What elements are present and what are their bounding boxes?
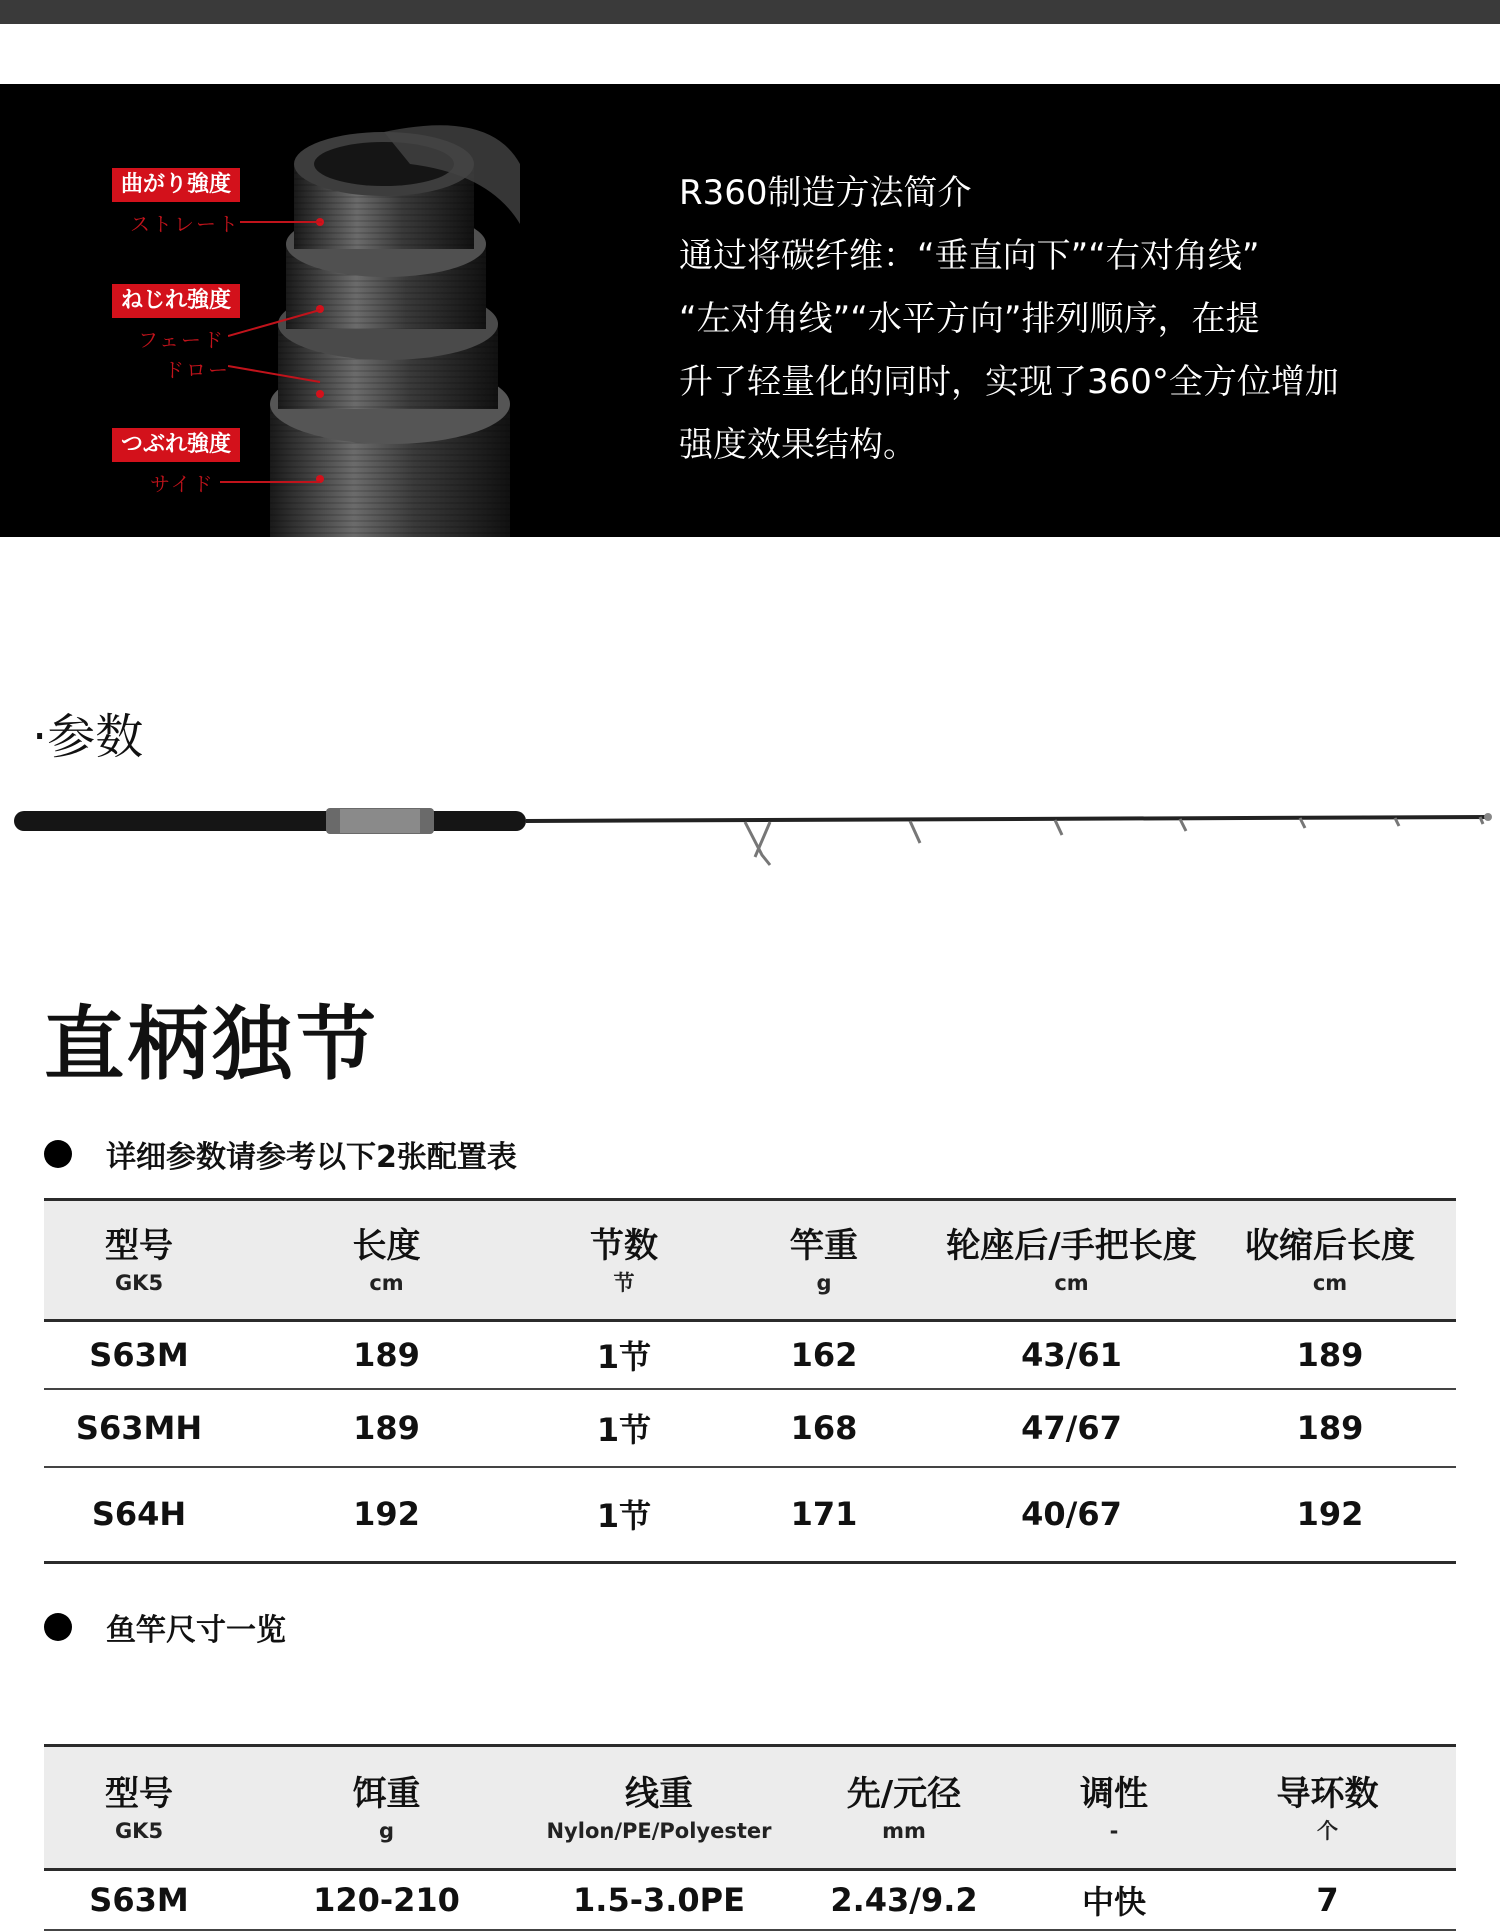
table2-header-line-weight: 线重 Nylon/PE/Polyester <box>539 1746 779 1870</box>
table1-header-handle: 轮座后/手把长度 cm <box>939 1200 1204 1321</box>
table2-header-action: 调性 - <box>1029 1746 1199 1870</box>
crush-strength-badge: つぶれ強度 <box>112 428 240 462</box>
table1-header-sections: 节数 节 <box>539 1200 709 1321</box>
leader-line-side <box>220 479 320 485</box>
leader-line-torsion <box>228 306 328 386</box>
side-label: サイド <box>150 472 215 496</box>
fishing-rod-image <box>10 795 1500 875</box>
table1-header-length: 长度 cm <box>234 1200 539 1321</box>
table2-header-model: 型号 GK5 <box>44 1746 234 1870</box>
torsion-strength-badge: ねじれ強度 <box>112 284 240 318</box>
bending-strength-badge: 曲がり強度 <box>112 168 240 202</box>
table2-header-lure-weight: 饵重 g <box>234 1746 539 1870</box>
table1-header-row <box>44 1200 1456 1321</box>
cell-closed-length: 189 <box>1296 1408 1364 1447</box>
bullet-detail-note <box>44 1132 517 1176</box>
table2-header-guides: 导环数 个 <box>1199 1746 1456 1870</box>
params-section-label: ·参数 <box>32 709 144 765</box>
cell-model: S63M <box>89 1880 189 1919</box>
cell-length: 189 <box>353 1335 420 1374</box>
cell-model: S63MH <box>75 1408 203 1447</box>
cell-model: S64H <box>91 1495 187 1534</box>
cell-handle: 40/67 <box>1021 1495 1122 1534</box>
r360-line-4: 强度效果结构。 <box>679 425 917 465</box>
cell-length: 192 <box>353 1495 420 1534</box>
cell-sections: 1节 <box>596 1337 652 1376</box>
cell-sections: 1节 <box>596 1410 652 1449</box>
cell-handle: 43/61 <box>1021 1335 1122 1374</box>
r360-title: R360制造方法简介 <box>679 173 972 213</box>
r360-line-2: “左对角线”“水平方向”排列顺序，在提 <box>679 299 1260 339</box>
cell-closed-length: 192 <box>1296 1495 1364 1534</box>
r360-line-3: 升了轻量化的同时，实现了360°全方位增加 <box>679 362 1339 402</box>
cell-weight: 168 <box>790 1408 858 1447</box>
cell-lure-weight: 120-210 <box>313 1880 460 1919</box>
table-row <box>44 1389 1456 1467</box>
bullet-detail-text: 详细参数请参考以下2张配置表 <box>106 1140 517 1175</box>
cell-model: S63M <box>89 1335 189 1374</box>
table1-header-model: 型号 GK5 <box>44 1200 234 1321</box>
table1-header-closed-length: 收缩后长度 cm <box>1204 1200 1456 1321</box>
cell-closed-length: 189 <box>1296 1335 1364 1374</box>
cell-sections: 1节 <box>596 1497 652 1536</box>
table2-header-row <box>44 1746 1456 1870</box>
table-row <box>44 1467 1456 1563</box>
cell-length: 189 <box>353 1408 420 1447</box>
cell-action: 中快 <box>1081 1882 1146 1921</box>
table1-header-weight: 竿重 g <box>709 1200 939 1321</box>
cell-line-weight: 1.5-3.0PE <box>573 1880 745 1919</box>
product-title: 直柄独节 <box>44 998 380 1091</box>
cell-weight: 162 <box>790 1335 858 1374</box>
cell-weight: 171 <box>790 1495 858 1534</box>
r360-description <box>679 162 1399 477</box>
cell-handle: 47/67 <box>1021 1408 1122 1447</box>
table-row <box>44 1870 1456 1930</box>
cell-guides: 7 <box>1316 1880 1339 1919</box>
cell-diameter: 2.43/9.2 <box>830 1880 978 1919</box>
spec-table-2 <box>44 1744 1456 1931</box>
bullet-dot-icon <box>44 1613 72 1641</box>
bullet-size-list <box>44 1605 286 1649</box>
fade-label: フェード <box>138 328 225 352</box>
draw-label: ドロー <box>164 358 230 382</box>
r360-banner <box>0 84 1500 537</box>
bullet-dot-icon <box>44 1140 72 1168</box>
r360-line-1: 通过将碳纤维：“垂直向下”“右对角线” <box>679 236 1260 276</box>
table2-header-diameter: 先/元径 mm <box>779 1746 1029 1870</box>
straight-label: ストレート <box>130 212 240 236</box>
top-bar <box>0 0 1500 24</box>
leader-line-straight <box>240 219 322 225</box>
spec-table-1 <box>44 1198 1456 1564</box>
table-row <box>44 1321 1456 1389</box>
bullet-size-text: 鱼竿尺寸一览 <box>106 1613 286 1648</box>
